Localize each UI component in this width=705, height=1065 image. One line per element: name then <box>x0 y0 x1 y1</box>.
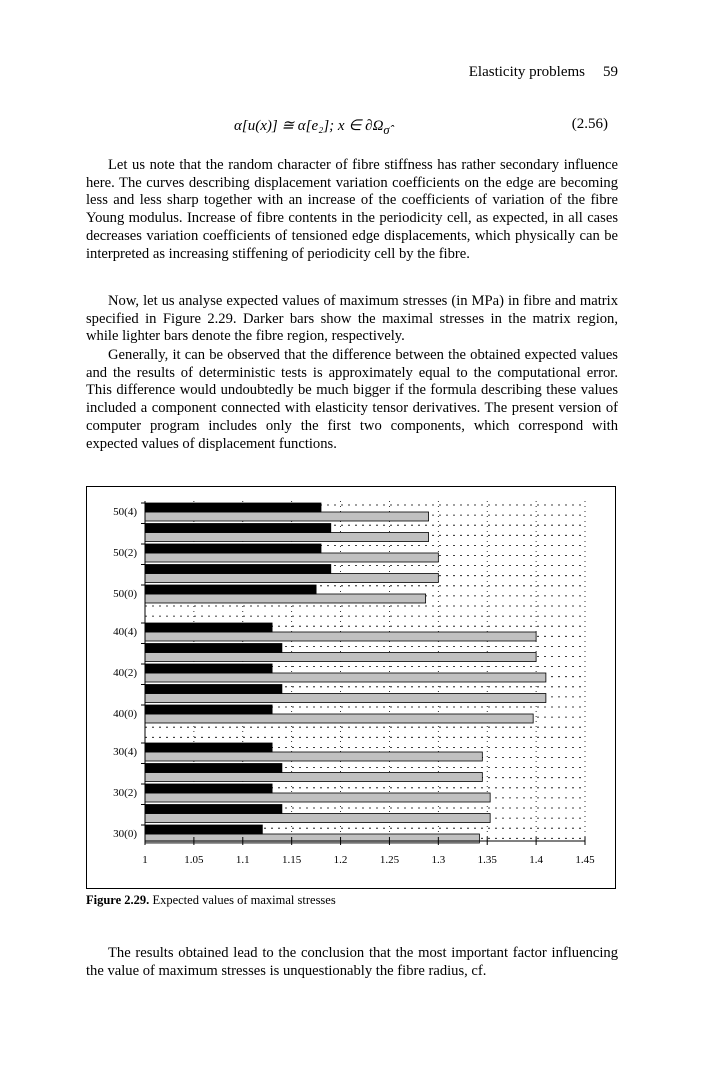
paragraph-text: Now, let us analyse expected values of maximum stresses (in MPa) in fibre and matrix specified in Figure 2.29. Darker bars show the maximal stresses in the matrix region, while lighter bars denote the fibre region, respectively. <box>86 293 618 345</box>
paragraph-text: The results obtained lead to the conclusion that the most important factor influencing the value of maximum stresses is unquestionably the fibre radius, cf. <box>86 945 618 979</box>
category-label: 50(4) <box>113 506 137 518</box>
x-tick-label: 1.25 <box>379 854 400 866</box>
bar-fibre <box>145 793 490 802</box>
bar-fibre <box>145 553 438 562</box>
x-tick-label: 1.2 <box>333 854 348 866</box>
category-label: 50(2) <box>113 547 137 559</box>
bar-matrix <box>145 623 272 632</box>
paragraph-2 <box>86 293 618 346</box>
bar-matrix <box>145 705 272 714</box>
bar-matrix <box>145 585 316 594</box>
bar-matrix <box>145 764 282 773</box>
bar-matrix <box>145 784 272 793</box>
bar-fibre <box>145 814 490 823</box>
x-tick-label: 1.05 <box>184 854 204 866</box>
caption-label: Figure 2.29. <box>86 893 150 907</box>
page-number: 59 <box>603 64 618 80</box>
bar-fibre <box>145 632 536 641</box>
x-tick-label: 1.3 <box>431 854 446 866</box>
bar-matrix <box>145 743 272 752</box>
bar-fibre <box>145 512 429 521</box>
bar-fibre <box>145 773 482 782</box>
equation-body <box>234 116 390 138</box>
figure-caption <box>86 893 336 908</box>
equation-text: α[u(x)] ≅ α[e₂]; x ∈ ∂Ω <box>234 118 384 134</box>
category-label: 40(4) <box>113 626 137 638</box>
bar-fibre <box>145 834 479 843</box>
paragraph-1 <box>86 157 618 263</box>
paragraph-text: Let us note that the random character of fibre stiffness has rather secondary influence here. The curves describing displacement variation coefficients on the edge are becoming less and less sharp together with an increase of the coefficients of variation of the fibre Young modulus. Increase of fibre contents in the periodicity cell, as expected, in all cases decreases variation coefficients of tensioned edge displacements, which physically can be interpreted as increasing stiffening of periodicity cell by the fibre. <box>86 157 618 262</box>
bar-matrix <box>145 805 282 814</box>
x-tick-label: 1 <box>142 854 148 866</box>
bar-fibre <box>145 694 546 703</box>
bar-matrix <box>145 644 282 653</box>
bar-chart <box>87 487 617 890</box>
x-tick-label: 1.1 <box>235 854 250 866</box>
bar-matrix <box>145 503 321 512</box>
category-label: 40(0) <box>113 708 137 720</box>
running-header <box>86 64 618 81</box>
x-tick-label: 1.35 <box>477 854 497 866</box>
bar-fibre <box>145 653 536 662</box>
paragraph-4 <box>86 945 618 980</box>
category-label: 30(2) <box>113 787 137 799</box>
equation-subscript: σ̂ <box>383 123 390 137</box>
bar-fibre <box>145 714 533 723</box>
bar-matrix <box>145 664 272 673</box>
x-tick-label: 1.4 <box>529 854 543 866</box>
category-label: 30(0) <box>113 828 137 840</box>
x-tick-label: 1.45 <box>575 854 595 866</box>
caption-text: Expected values of maximal stresses <box>149 893 336 907</box>
figure-2-29 <box>86 486 616 889</box>
equation-number: (2.56) <box>571 116 608 132</box>
bar-matrix <box>145 524 331 533</box>
bar-matrix <box>145 565 331 574</box>
bar-fibre <box>145 574 438 583</box>
bar-fibre <box>145 673 546 682</box>
category-label: 30(4) <box>113 746 137 758</box>
bar-matrix <box>145 685 282 694</box>
bar-fibre <box>145 752 482 761</box>
x-tick-label: 1.15 <box>282 854 302 866</box>
running-title: Elasticity problems <box>468 64 585 80</box>
bar-matrix <box>145 544 321 553</box>
category-label: 50(0) <box>113 588 137 600</box>
equation-2-56 <box>86 116 618 138</box>
category-label: 40(2) <box>113 667 137 679</box>
paragraph-text: Generally, it can be observed that the difference between the obtained expected values and the results of deterministic tests is approximately equal to the computational error. This difference would undoubtedly be much bigger if the formula describing these values included a component connected with elasticity tensor derivatives. The present version of computer program includes only the first two components, which correspond with expected values of displacement functions. <box>86 347 618 452</box>
paragraph-3 <box>86 347 618 453</box>
bar-matrix <box>145 825 262 834</box>
bar-fibre <box>145 533 429 542</box>
bar-fibre <box>145 594 426 603</box>
